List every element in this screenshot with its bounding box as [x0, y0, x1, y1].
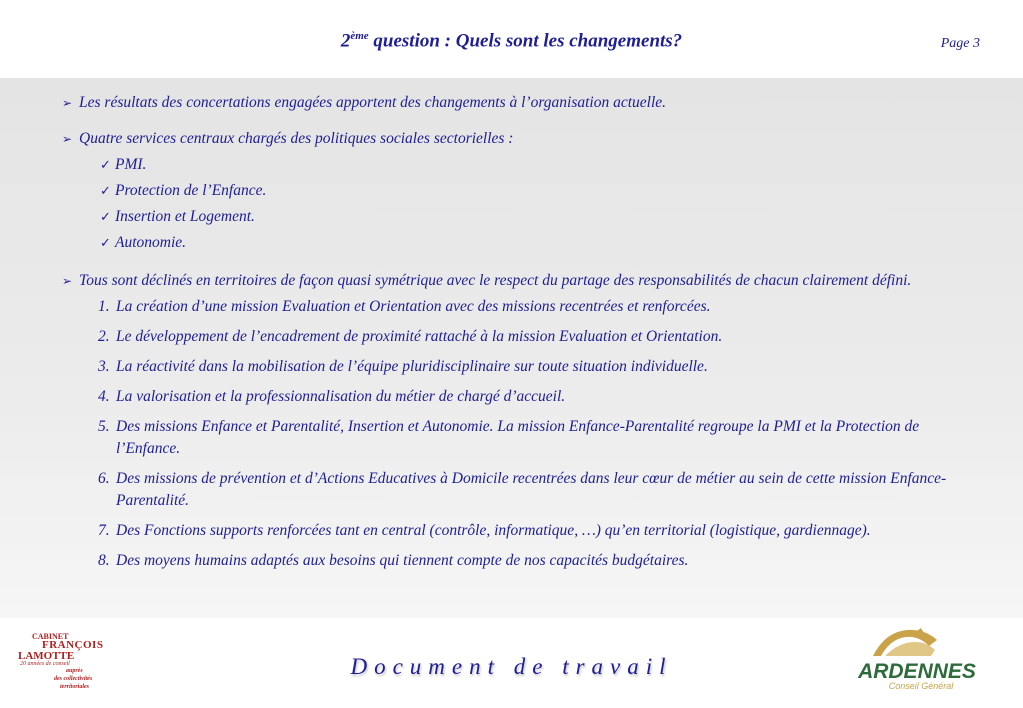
- point-number: 5.: [98, 418, 110, 435]
- point-number: 8.: [98, 552, 110, 569]
- point-text: La valorisation et la professionnalisation du métier de chargé d’accueil.: [116, 388, 566, 405]
- service-label: Protection de l’Enfance.: [115, 182, 267, 199]
- checkmark-icon: ✓: [100, 209, 111, 224]
- slide-content: [62, 92, 962, 580]
- service-label: Autonomie.: [115, 234, 187, 251]
- checkmark-icon: ✓: [100, 183, 111, 198]
- point-number: 2.: [98, 328, 110, 345]
- point-text: Des missions de prévention et d’Actions Educatives à Domicile recentrées dans leur cœur de métier au sein de cette mission Enfance-Parentalité.: [116, 470, 947, 509]
- services-list: [100, 152, 962, 256]
- point-number: 6.: [98, 470, 110, 487]
- list-item: [98, 550, 962, 572]
- slide-title: [0, 30, 1023, 52]
- slide-header: [0, 0, 1023, 78]
- list-item: [100, 152, 962, 178]
- point-number: 3.: [98, 358, 110, 375]
- bullet-intro: [62, 92, 962, 114]
- point-text: La création d’une mission Evaluation et Orientation avec des missions recentrées et renforcées.: [116, 298, 711, 315]
- logo-line: 20 années de conseil: [20, 661, 70, 667]
- checkmark-icon: ✓: [100, 235, 111, 250]
- point-number: 1.: [98, 298, 110, 315]
- list-item: [98, 468, 962, 512]
- list-item: [98, 296, 962, 318]
- point-number: 7.: [98, 522, 110, 539]
- list-item: [98, 356, 962, 378]
- list-item: [98, 416, 962, 460]
- list-item: [98, 520, 962, 542]
- list-item: [100, 178, 962, 204]
- point-text: Le développement de l’encadrement de proximité rattaché à la mission Evaluation et Orientation.: [116, 328, 723, 345]
- logo-line: auprès: [66, 668, 83, 674]
- numbered-points-list: [98, 296, 962, 572]
- logo-subtitle: Conseil Général: [888, 681, 954, 691]
- logo-name: ARDENNES: [858, 660, 976, 683]
- ardennes-emblem-icon: [855, 626, 980, 696]
- logo-line: territoriales: [60, 684, 90, 690]
- point-text: La réactivité dans la mobilisation de l’équipe pluridisciplinaire sur toute situation individuelle.: [116, 358, 708, 375]
- arrow-bullet-icon: ➢: [62, 132, 73, 146]
- ardennes-logo: [855, 626, 980, 696]
- point-text: Des missions Enfance et Parentalité, Insertion et Autonomie. La mission Enfance-Parentalité regroupe la PMI et la Protection de l’Enfance.: [116, 418, 920, 457]
- service-label: PMI.: [115, 156, 147, 173]
- point-number: 4.: [98, 388, 110, 405]
- logo-line: CABINET: [32, 632, 69, 641]
- point-text: Des moyens humains adaptés aux besoins qui tiennent compte de nos capacités budgétaires.: [116, 552, 689, 569]
- bullet-text: Les résultats des concertations engagées apportent des changements à l’organisation actuelle.: [79, 94, 667, 111]
- point-text: Des Fonctions supports renforcées tant en central (contrôle, informatique, …) qu’en territorial (logistique, gardiennage).: [116, 522, 871, 539]
- logo-line: des collectivités: [54, 676, 93, 682]
- title-number: 2: [340, 30, 351, 52]
- title-text: question : Quels sont les changements?: [368, 30, 683, 52]
- logo-line: LAMOTTE: [18, 650, 75, 662]
- bullet-territories: [62, 270, 962, 292]
- page-number: Page 3: [940, 36, 980, 51]
- bullet-text: Tous sont déclinés en territoires de façon quasi symétrique avec le respect du partage des responsabilités de chacun clairement défini.: [79, 272, 912, 289]
- list-item: [100, 230, 962, 256]
- service-label: Insertion et Logement.: [115, 208, 255, 225]
- list-item: [100, 204, 962, 230]
- checkmark-icon: ✓: [100, 157, 111, 172]
- title-superscript: ème: [350, 30, 369, 42]
- bullet-services: [62, 128, 962, 150]
- document-de-travail-label: Document de travail: [350, 654, 673, 679]
- arrow-bullet-icon: ➢: [62, 96, 73, 110]
- logo-line: FRANÇOIS: [42, 639, 104, 651]
- list-item: [98, 386, 962, 408]
- arrow-bullet-icon: ➢: [62, 274, 73, 288]
- list-item: [98, 326, 962, 348]
- bullet-text: Quatre services centraux chargés des politiques sociales sectorielles :: [79, 130, 514, 147]
